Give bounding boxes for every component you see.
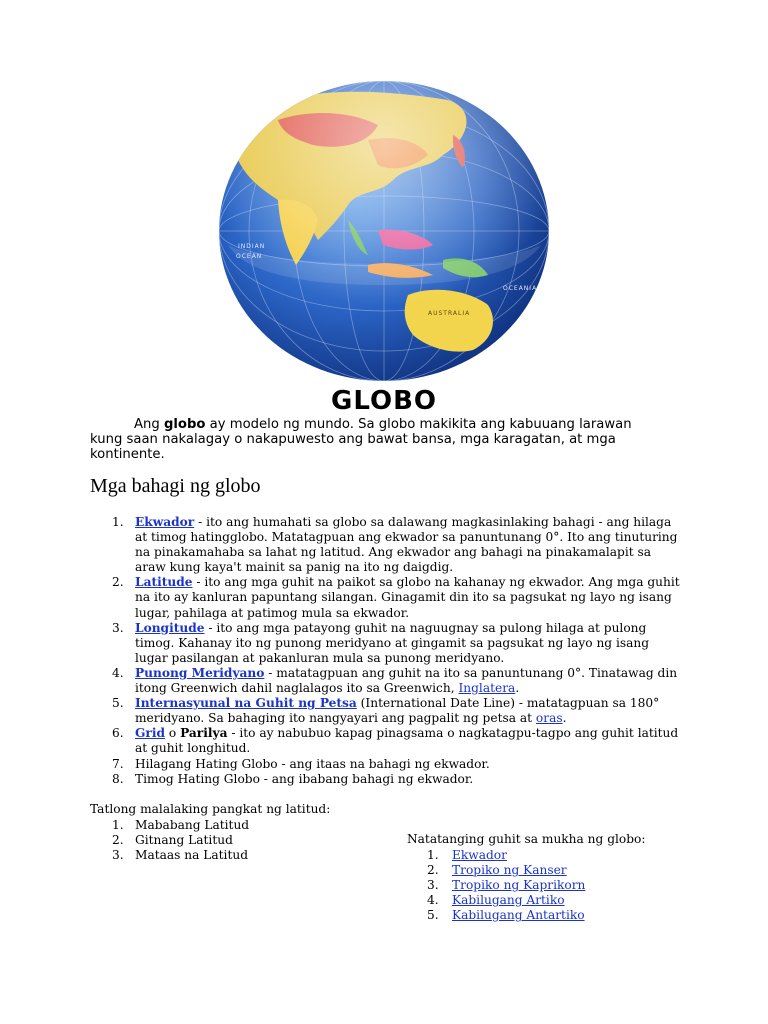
list-item	[90, 848, 390, 863]
list-number: 5.	[112, 696, 124, 711]
list-number: 1.	[427, 848, 439, 862]
intro-before: Ang	[134, 417, 164, 432]
intro-after: ay modelo ng mundo. Sa globo makikita ang kabuuang larawan kung saan nakalagay o nakapuwesto ang bawat bansa, mga karagatan, at mga kontinente.	[90, 417, 632, 462]
definition: - ito ang humahati sa globo sa dalawang magkasinlaking bahagi - ang hilaga at timog hatingglobo. Matatagpuan ang ekwador sa panuntunang 0°. Ito ang tinuturing na pinakamahaba sa lahat ng latitud. Ang ekwador ang bahagi na pinakamalapit sa araw kung kaya't mainit sa panig na ito ng daigdig.	[135, 515, 678, 575]
definition: Timog Hating Globo - ang ibabang bahagi ng ekwador.	[135, 771, 474, 786]
term-parilya: Parilya	[180, 726, 228, 741]
list-number: 6.	[112, 726, 124, 741]
link-punong-meridyano[interactable]	[135, 666, 264, 680]
definition: - ito ang mga patayong guhit na naguugnay sa pulong hilaga at pulong timog. Kahanay ito ng punong meridyano at gingamit sa pagsukat ng layo ng isang lugar pasilangan at pakanluran mula sa punong meridyano.	[135, 620, 650, 665]
list-item	[407, 848, 707, 863]
page-title: GLOBO	[330, 386, 437, 416]
list-item	[90, 621, 680, 666]
list-number: 4.	[112, 665, 124, 680]
list-item	[90, 757, 680, 772]
link-oras[interactable]: oras	[535, 711, 563, 726]
list-item	[407, 908, 707, 923]
latitude-groups-title: Tatlong malalaking pangkat ng latitud:	[90, 802, 331, 816]
link-longitude[interactable]	[135, 621, 204, 635]
list-text: Mababang Latitud	[135, 818, 250, 832]
term: Internasyunal na Guhit ng Petsa	[135, 696, 357, 711]
list-number: 1.	[112, 818, 124, 832]
list-item	[407, 893, 707, 908]
list-item	[407, 878, 707, 893]
link-tropiko-kanser[interactable]: Tropiko ng Kanser	[452, 863, 567, 878]
list-number: 3.	[427, 878, 439, 893]
list-text: Gitnang Latitud	[135, 833, 233, 848]
link-grid[interactable]	[135, 726, 165, 740]
term: Latitude	[135, 575, 193, 590]
term: Longitude	[135, 620, 205, 635]
list-item	[90, 726, 680, 756]
list-number: 4.	[427, 893, 439, 908]
definition-tail: .	[562, 711, 567, 726]
link-kabilugang-artiko[interactable]: Kabilugang Artiko	[452, 893, 565, 908]
list-item	[90, 666, 680, 696]
globe-image	[218, 80, 551, 383]
list-text: Mataas na Latitud	[135, 848, 248, 863]
globe-label-indian: INDIAN	[238, 243, 266, 250]
section-heading: Mga bahagi ng globo	[90, 475, 261, 497]
link-inglatera[interactable]: Inglatera	[458, 681, 516, 696]
globe-parts-list	[90, 515, 680, 787]
special-lines-title: Natatanging guhit sa mukha ng globo:	[407, 832, 646, 846]
special-lines-list	[407, 848, 707, 923]
intro-paragraph	[90, 417, 650, 462]
definition: Hilagang Hating Globo - ang itaas na bahagi ng ekwador.	[135, 756, 490, 771]
definition: - ito ang mga guhit na paikot sa globo na kahanay ng ekwador. Ang mga guhit na ito ay kanluran papuntang silangan. Ginagamit din ito sa pagsukat ng layo ng isang lugar, pahilaga at patimog mula sa ekwador.	[135, 575, 680, 620]
list-number: 7.	[112, 756, 124, 771]
list-number: 2.	[112, 575, 124, 590]
term: Punong Meridyano	[135, 665, 265, 680]
list-number: 8.	[112, 771, 124, 786]
list-item	[90, 575, 680, 620]
list-item	[90, 772, 680, 787]
globe-label-ocean: OCEAN	[236, 253, 263, 260]
intro-bold: globo	[163, 417, 206, 432]
term: Grid	[135, 726, 165, 741]
definition: (International Date Line) - matatagpuan sa 180° meridyano. Sa bahaging ito nangyayari ang pagpalit ng petsa at	[135, 696, 660, 726]
link-international-date-line[interactable]	[135, 696, 357, 710]
link-ekwador[interactable]	[135, 515, 194, 529]
list-number: 2.	[427, 863, 439, 878]
list-number: 1.	[112, 515, 124, 529]
latitude-groups-list	[90, 818, 390, 863]
list-item	[90, 515, 680, 575]
connector: o	[164, 726, 181, 741]
list-number: 3.	[112, 620, 124, 635]
globe-label-oceania: OCEANIA	[503, 285, 538, 292]
list-number: 5.	[427, 908, 439, 923]
definition: - matatagpuan ang guhit na ito sa panuntunang 0°. Tinatawag din itong Greenwich dahil naglalagos ito sa Greenwich,	[135, 665, 678, 696]
list-item	[90, 696, 680, 726]
term: Ekwador	[135, 515, 195, 529]
link-tropiko-kaprikorn[interactable]: Tropiko ng Kaprikorn	[452, 878, 586, 893]
list-number: 3.	[112, 848, 124, 863]
link-kabilugang-antartiko[interactable]: Kabilugang Antartiko	[452, 908, 585, 923]
link-latitude[interactable]	[135, 575, 193, 589]
definition: - ito ay nabubuo kapag pinagsama o nagkatagpu-tagpo ang guhit latitud at guhit longhitud.	[135, 726, 679, 756]
list-item	[90, 833, 390, 848]
list-number: 2.	[112, 833, 124, 848]
globe-label-australia: AUSTRALIA	[428, 310, 471, 317]
list-item	[407, 863, 707, 878]
link-ekwador-line[interactable]: Ekwador	[452, 848, 507, 862]
definition-tail: .	[515, 681, 520, 696]
list-item	[90, 818, 390, 833]
